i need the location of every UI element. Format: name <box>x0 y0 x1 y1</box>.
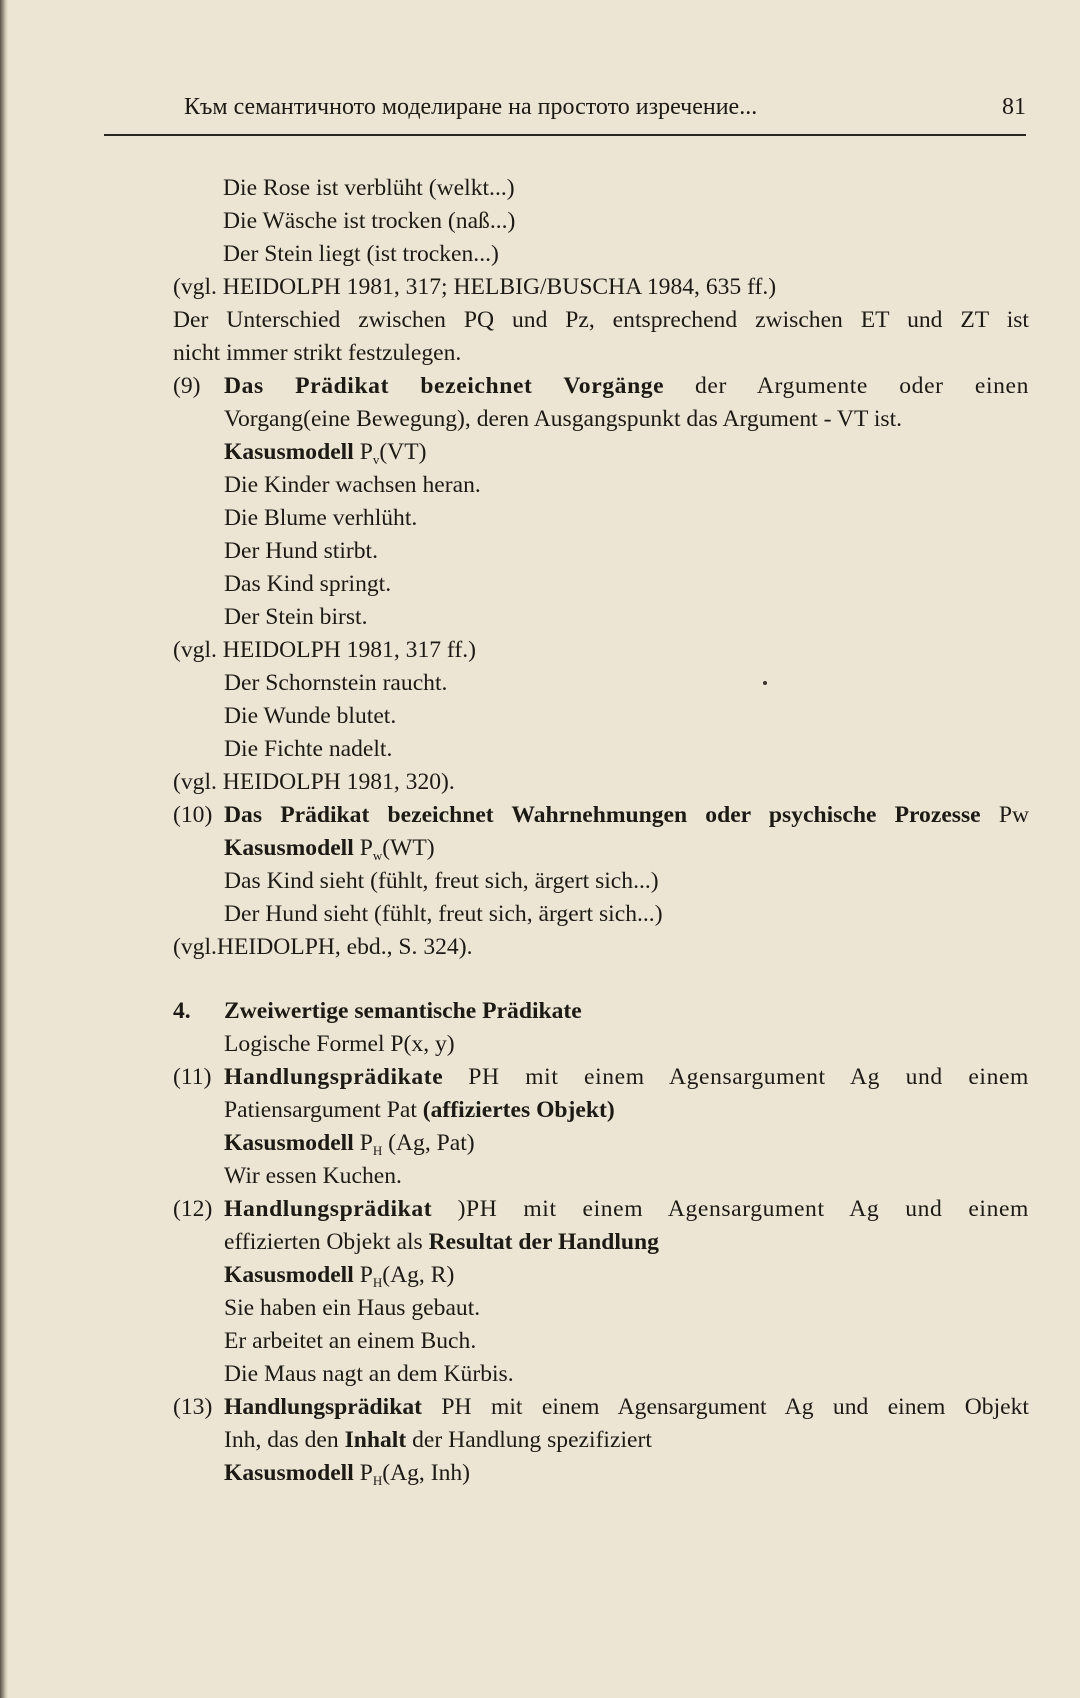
section-gap <box>173 964 1029 995</box>
item-heading: Handlungsprädikate <box>224 1064 444 1090</box>
item-text: der Handlung spezifiziert <box>412 1427 652 1453</box>
example-line: Der Stein liegt (ist trocken...) <box>223 241 499 267</box>
item-12-line-1 <box>224 1193 1029 1226</box>
item-heading: Handlungsprädikat <box>224 1196 433 1222</box>
example-line: Wir essen Kuchen. <box>224 1163 402 1189</box>
reference-line: (vgl. HEIDOLPH 1981, 320). <box>173 769 455 795</box>
item-13 <box>173 1391 1029 1490</box>
item-text: der Argumente oder einen <box>694 373 1029 399</box>
item-13-line-1 <box>224 1391 1029 1424</box>
item-13-line-2 <box>224 1424 1029 1457</box>
running-title: Към семантичното моделиране на простото изречение... <box>184 94 758 120</box>
page-body <box>173 172 1029 1490</box>
predicate-symbol: P <box>359 1130 373 1156</box>
kasusmodell-line <box>224 832 1029 865</box>
paragraph-line: Der Unterschied zwischen PQ und Pz, entsprechend zwischen ET und ZT ist <box>173 307 1029 333</box>
page-binding-edge <box>0 0 8 1698</box>
kasusmodell-label: Kasusmodell <box>224 1130 354 1156</box>
page-number: 81 <box>1002 94 1026 120</box>
predicate-symbol: P <box>359 1460 373 1486</box>
case-arguments: (Ag, Inh) <box>382 1460 471 1486</box>
kasusmodell-label: Kasusmodell <box>224 835 354 861</box>
example-line: Die Blume verhlüht. <box>224 505 418 531</box>
case-arguments: (Ag, R) <box>382 1262 455 1288</box>
item-number: (11) <box>173 1064 212 1090</box>
predicate-symbol: P <box>359 439 373 465</box>
item-text: Inh, das den <box>224 1427 339 1453</box>
section-title: Zweiwertige semantische Prädikate <box>224 998 582 1024</box>
item-11 <box>173 1061 1029 1193</box>
example-line: Der Schornstein raucht. <box>224 670 448 696</box>
item-heading: Handlungsprädikat <box>224 1394 423 1420</box>
item-emphasis: (affiziertes Objekt) <box>422 1097 615 1123</box>
item-number: (13) <box>173 1394 213 1420</box>
predicate-subscript: w <box>372 848 383 863</box>
example-line: Er arbeitet an einem Buch. <box>224 1328 477 1354</box>
predicate-subscript: H <box>372 1143 383 1158</box>
paragraph-line: nicht immer strikt festzulegen. <box>173 340 462 366</box>
item-10 <box>173 799 1029 931</box>
item-11-line-1 <box>224 1061 1029 1094</box>
item-11-line-2 <box>224 1094 1029 1127</box>
item-number: (9) <box>173 373 201 399</box>
example-line: Der Hund sieht (fühlt, freut sich, ärgert sich...) <box>224 901 663 927</box>
case-arguments: (VT) <box>379 439 427 465</box>
item-heading: Das Prädikat bezeichnet Wahrnehmungen oder psychische Prozesse <box>224 802 981 828</box>
item-text: )PH mit einem Agensargument Ag und einem <box>457 1196 1030 1222</box>
example-line: Die Wunde blutet. <box>224 703 397 729</box>
predicate-subscript: v <box>372 452 380 467</box>
kasusmodell-line <box>224 1457 1029 1490</box>
item-number: (10) <box>173 802 213 828</box>
section-4 <box>173 995 1029 1061</box>
example-line: Die Kinder wachsen heran. <box>224 472 481 498</box>
example-line: Der Hund stirbt. <box>224 538 378 564</box>
example-line: Die Wäsche ist trocken (naß...) <box>223 208 516 234</box>
item-text: effizierten Objekt als <box>224 1229 423 1255</box>
kasusmodell-label: Kasusmodell <box>224 1262 354 1288</box>
item-heading: Das Prädikat bezeichnet Vorgänge <box>224 373 665 399</box>
item-9-line-2: Vorgang(eine Bewegung), deren Ausgangspunkt das Argument - VT ist. <box>224 406 903 432</box>
item-9 <box>173 370 1029 634</box>
item-number: (12) <box>173 1196 213 1222</box>
example-line: Die Maus nagt an dem Kürbis. <box>224 1361 514 1387</box>
item-12 <box>173 1193 1029 1391</box>
item-emphasis: Resultat der Handlung <box>428 1229 659 1255</box>
item-emphasis: Inhalt <box>344 1427 407 1453</box>
logical-formula: Logische Formel P(x, y) <box>224 1031 455 1057</box>
item-text: Pw <box>998 802 1029 828</box>
kasusmodell-line <box>224 436 1029 469</box>
example-line: Die Rose ist verblüht (welkt...) <box>223 175 515 201</box>
item-text: PH mit einem Agensargument Ag und einem Objekt <box>441 1394 1029 1420</box>
kasusmodell-label: Kasusmodell <box>224 1460 354 1486</box>
predicate-symbol: P <box>359 1262 373 1288</box>
example-line: Das Kind springt. <box>224 571 392 597</box>
item-9-line-1 <box>224 370 1029 403</box>
example-line: Das Kind sieht (fühlt, freut sich, ärgert sich...) <box>224 868 659 894</box>
example-line: Der Stein birst. <box>224 604 368 630</box>
reference-line: (vgl. HEIDOLPH 1981, 317; HELBIG/BUSCHA 1984, 635 ff.) <box>173 274 777 300</box>
predicate-symbol: P <box>359 835 373 861</box>
item-text: PH mit einem Agensargument Ag und einem <box>468 1064 1029 1090</box>
section-number: 4. <box>173 998 191 1024</box>
example-line: Die Fichte nadelt. <box>224 736 393 762</box>
case-arguments: (WT) <box>382 835 435 861</box>
example-line: Sie haben ein Haus gebaut. <box>224 1295 481 1321</box>
kasusmodell-line <box>224 1259 1029 1292</box>
running-header <box>104 88 1026 136</box>
item-10-line-1 <box>224 799 1029 832</box>
case-arguments: (Ag, Pat) <box>388 1130 475 1156</box>
item-12-line-2 <box>224 1226 1029 1259</box>
reference-line: (vgl.HEIDOLPH, ebd., S. 324). <box>173 934 473 960</box>
kasusmodell-line <box>224 1127 1029 1160</box>
reference-line: (vgl. HEIDOLPH 1981, 317 ff.) <box>173 637 476 663</box>
predicate-subscript: H <box>372 1275 383 1290</box>
item-text: Patiensargument Pat <box>224 1097 417 1123</box>
kasusmodell-label: Kasusmodell <box>224 439 354 465</box>
predicate-subscript: H <box>372 1473 383 1488</box>
